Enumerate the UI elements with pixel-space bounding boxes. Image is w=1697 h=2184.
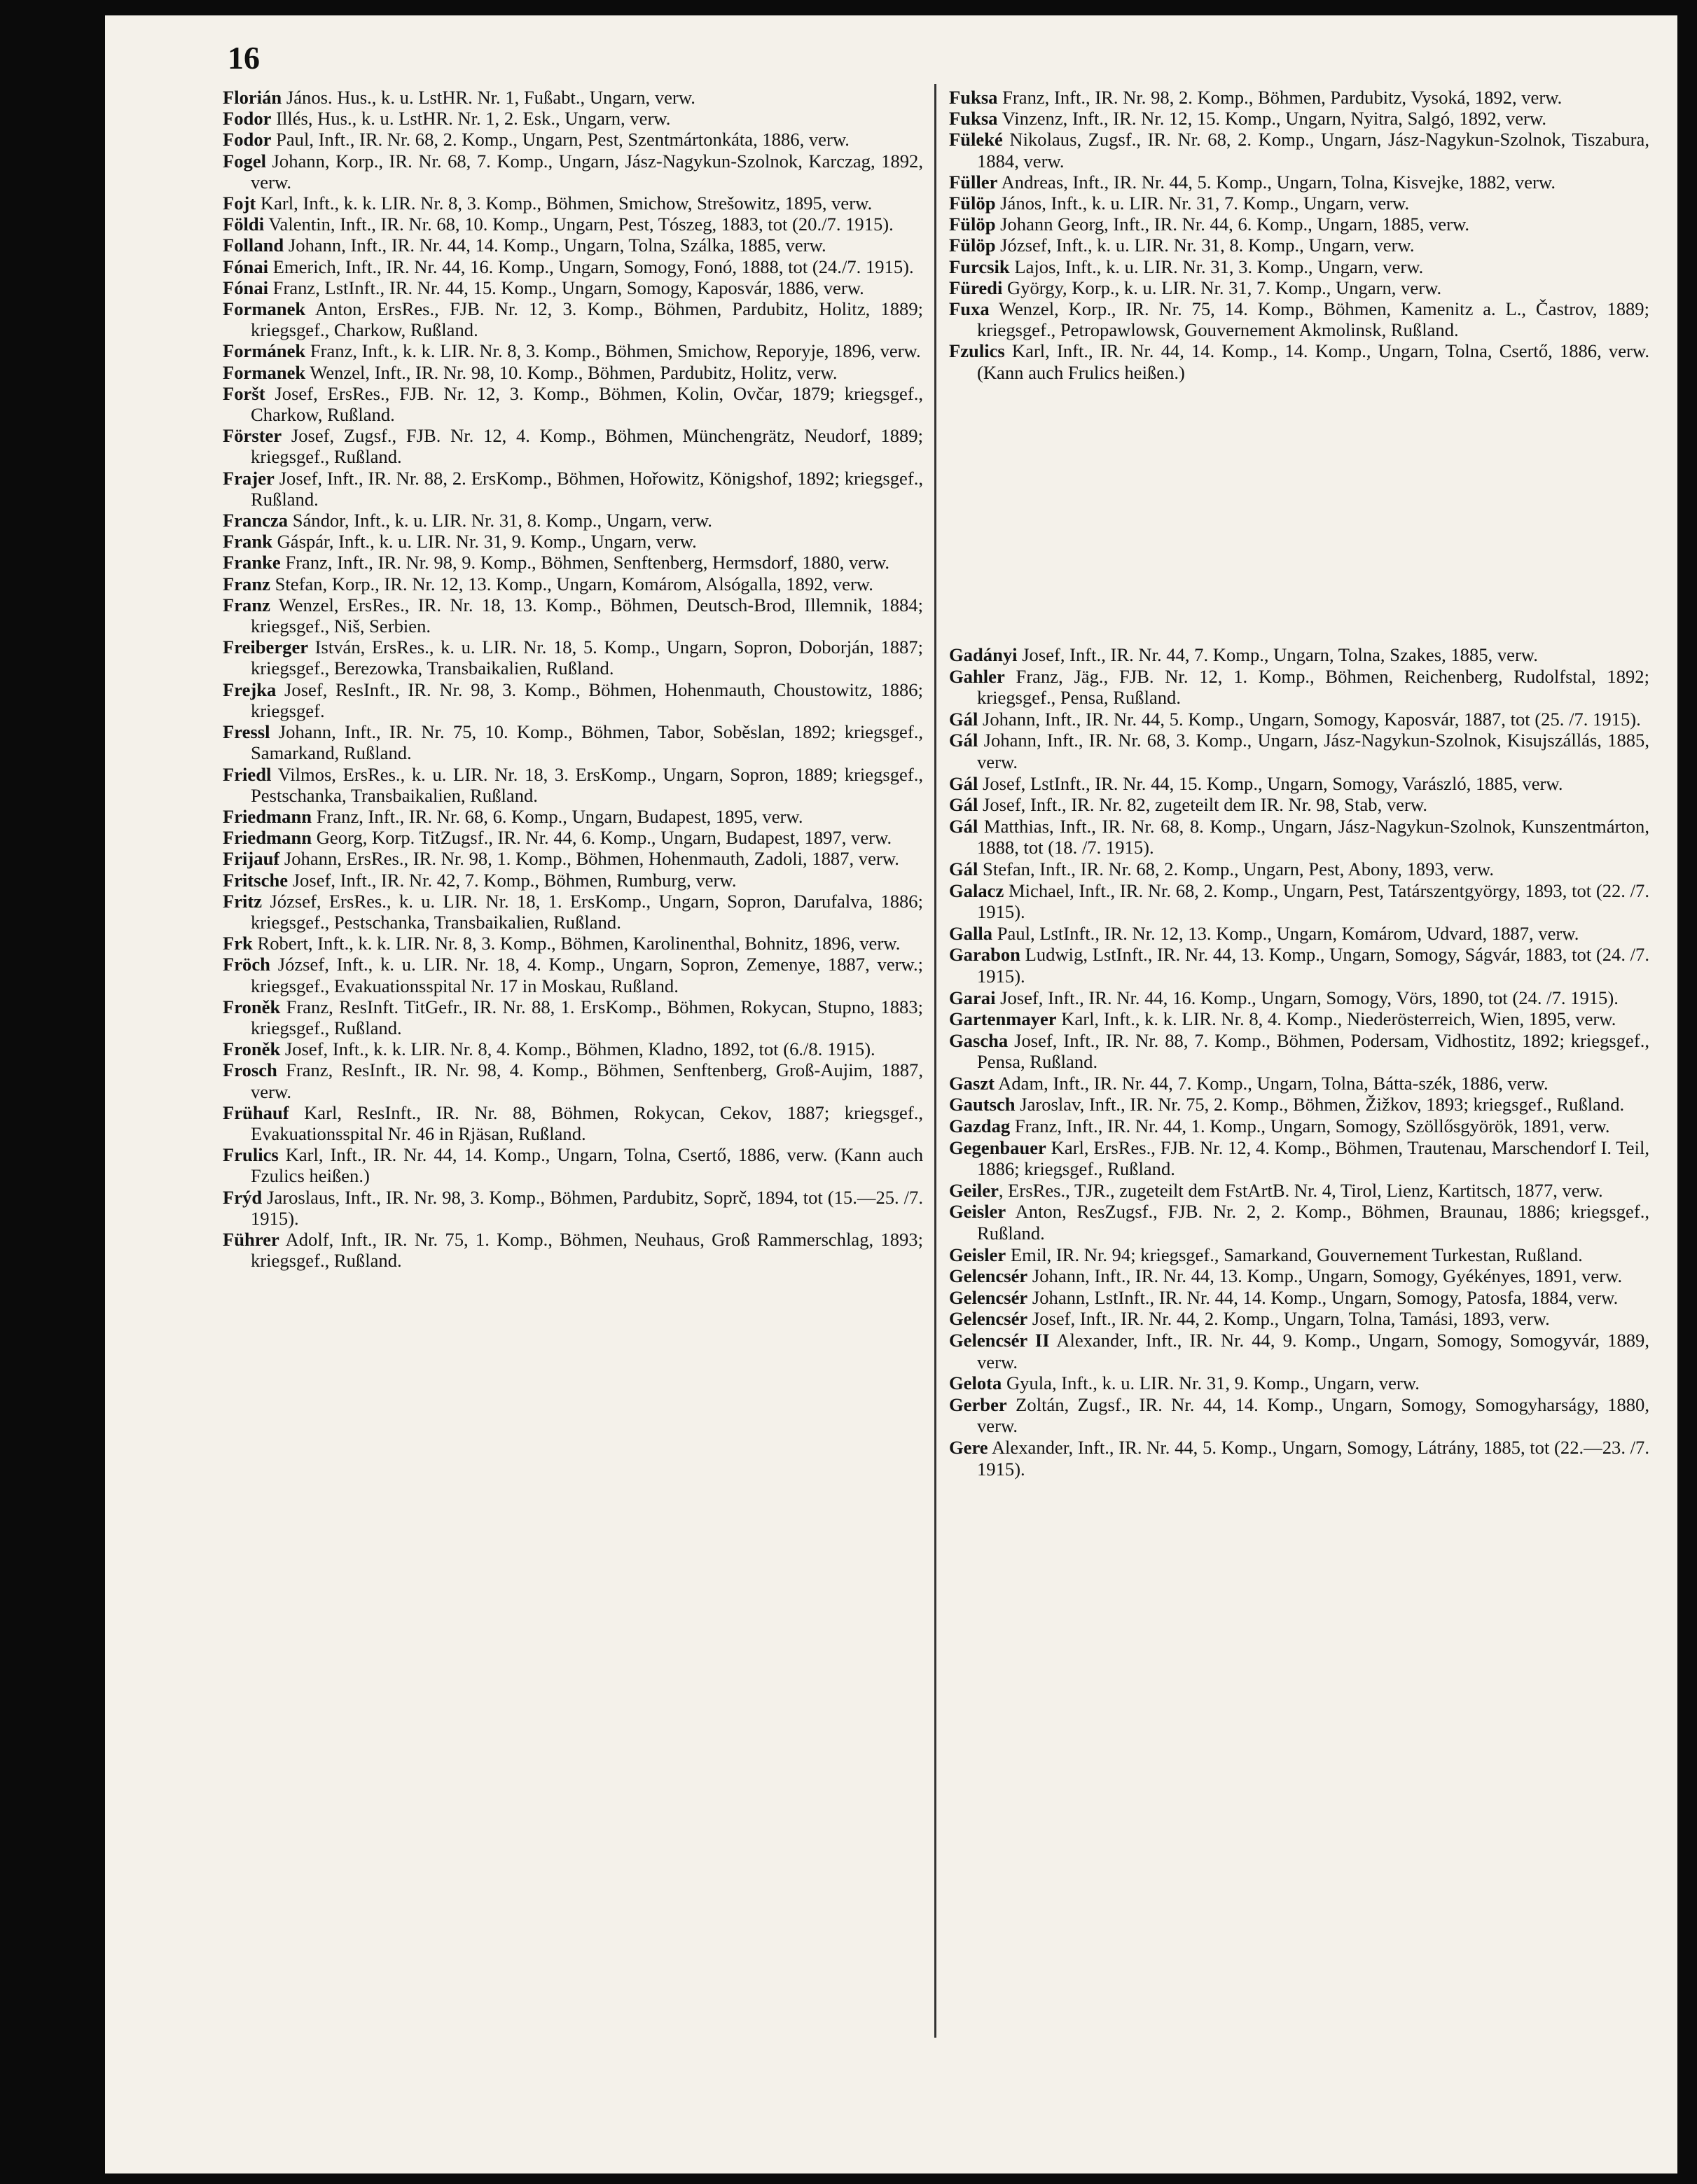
register-entry — [949, 1265, 1649, 1287]
entry-details: Jaroslav, Inft., IR. Nr. 75, 2. Komp., Böhmen, Žižkov, 1893; kriegsgef., Rußland. — [1015, 1094, 1625, 1115]
entry-details: Johann, Inft., IR. Nr. 75, 10. Komp., Böhmen, Tabor, Soběslan, 1892; kriegsgef., Samarkand, Rußland. — [251, 721, 923, 764]
entry-details: Josef, ResInft., IR. Nr. 98, 3. Komp., Böhmen, Hohenmauth, Choustowitz, 1886; kriegsgef. — [251, 679, 923, 721]
entry-surname: Fónai — [223, 277, 269, 298]
register-entry — [949, 644, 1649, 666]
register-entry — [949, 987, 1649, 1009]
register-entry — [949, 666, 1649, 709]
register-entry — [223, 573, 923, 594]
entry-surname: Frulics — [223, 1144, 279, 1166]
entry-details: Michael, Inft., IR. Nr. 68, 2. Komp., Ungarn, Pest, Tatárszentgyörgy, 1893, tot (22. /7. 1915). — [977, 879, 1649, 923]
entry-details: Josef, ErsRes., FJB. Nr. 12, 3. Komp., Böhmen, Kolin, Ovčar, 1879; kriegsgef., Charkow, Rußland. — [251, 382, 923, 426]
entry-details: Vinzenz, Inft., IR. Nr. 12, 15. Komp., Ungarn, Nyitra, Salgó, 1892, verw. — [997, 108, 1547, 130]
entry-details: Johann, Inft., IR. Nr. 68, 3. Komp., Ungarn, Jász-Nagykun-Szolnok, Kisujszállás, 1885, verw. — [977, 730, 1649, 772]
right-column-bottom — [949, 644, 1649, 1480]
register-entry — [223, 552, 923, 573]
entry-details: Josef, Inft., IR. Nr. 44, 7. Komp., Ungarn, Tolna, Szakes, 1885, verw. — [1017, 644, 1538, 665]
entry-surname: Frank — [223, 531, 272, 552]
entry-surname: Fogel — [223, 150, 267, 172]
entry-details: Paul, Inft., IR. Nr. 68, 2. Komp., Ungarn, Pest, Szentmártonkáta, 1886, verw. — [271, 129, 850, 151]
entry-surname: Fuxa — [949, 298, 990, 320]
entry-surname: Gazdag — [949, 1115, 1011, 1137]
entry-surname: Gelota — [949, 1372, 1002, 1394]
register-entry — [949, 172, 1649, 193]
entry-details: Karl, Inft., k. k. LIR. Nr. 8, 4. Komp., Niederösterreich, Wien, 1895, verw. — [1056, 1008, 1616, 1030]
register-entry — [223, 510, 923, 531]
register-entry — [223, 277, 923, 298]
register-entry — [949, 816, 1649, 858]
entry-details: István, ErsRes., k. u. LIR. Nr. 18, 5. Komp., Ungarn, Sopron, Doborján, 1887; kriegsgef., Berezowka, Transbaikalien, Rußland. — [251, 637, 923, 679]
entry-details: Franz, Inft., k. k. LIR. Nr. 8, 3. Komp., Böhmen, Smichow, Reporyje, 1896, verw. — [305, 340, 921, 362]
entry-details: Paul, LstInft., IR. Nr. 12, 13. Komp., Ungarn, Komárom, Udvard, 1887, verw. — [992, 922, 1579, 944]
register-entry — [949, 277, 1649, 298]
entry-surname: Geisler — [949, 1244, 1006, 1265]
entry-details: Stefan, Inft., IR. Nr. 68, 2. Komp., Ungarn, Pest, Abony, 1893, verw. — [978, 858, 1495, 879]
entry-details: Robert, Inft., k. k. LIR. Nr. 8, 3. Komp., Böhmen, Karolinenthal, Bohnitz, 1896, verw. — [252, 933, 901, 954]
entry-surname: Franz — [223, 594, 270, 615]
entry-surname: Fritz — [223, 890, 263, 912]
register-entry — [223, 340, 923, 361]
register-entry — [223, 891, 923, 933]
entry-surname: Francza — [223, 510, 289, 531]
register-entry — [223, 679, 923, 721]
entry-details: Wenzel, Korp., IR. Nr. 75, 14. Komp., Böhmen, Kamenitz a. L., Častrov, 1889; kriegsgef., Petropawlowsk, Gouvernement Akmolinsk, Rußland. — [977, 298, 1649, 341]
entry-surname: Fröch — [223, 954, 270, 975]
entry-surname: Frosch — [223, 1059, 277, 1081]
entry-surname: Gelencsér — [949, 1286, 1028, 1308]
entry-surname: Fodor — [223, 108, 272, 130]
entry-details: Karl, ErsRes., FJB. Nr. 12, 4. Komp., Böhmen, Trautenau, Marschendorf I. Teil, 1886; kriegsgef., Rußland. — [977, 1136, 1649, 1180]
entry-surname: Fritsche — [223, 869, 289, 891]
entry-details: Emerich, Inft., IR. Nr. 44, 16. Komp., Ungarn, Somogy, Fonó, 1888, tot (24./7. 1915). — [268, 256, 914, 277]
entry-details: Lajos, Inft., k. u. LIR. Nr. 31, 3. Komp., Ungarn, verw. — [1009, 256, 1424, 277]
entry-details: Johann, ErsRes., IR. Nr. 98, 1. Komp., Böhmen, Hohenmauth, Zadoli, 1887, verw. — [279, 848, 899, 870]
entry-details: János, Inft., k. u. LIR. Nr. 31, 7. Komp., Ungarn, verw. — [995, 193, 1410, 214]
entry-details: Josef, Inft., IR. Nr. 42, 7. Komp., Böhmen, Rumburg, verw. — [288, 869, 737, 891]
column-divider — [934, 84, 936, 2038]
register-entry — [223, 151, 923, 193]
entry-surname: Galla — [949, 922, 993, 944]
entry-surname: Gere — [949, 1436, 988, 1458]
entry-surname: Frijauf — [223, 848, 280, 870]
entry-surname: Gál — [949, 858, 978, 879]
entry-surname: Fressl — [223, 721, 270, 743]
entry-surname: Frýd — [223, 1186, 263, 1208]
entry-surname: Franz — [223, 573, 270, 594]
entry-surname: Führer — [223, 1228, 279, 1250]
entry-details: Gyula, Inft., k. u. LIR. Nr. 31, 9. Komp., Ungarn, verw. — [1002, 1372, 1420, 1394]
entry-surname: Fülöp — [949, 235, 996, 256]
entry-surname: Franke — [223, 552, 281, 573]
entry-details: Illés, Hus., k. u. LstHR. Nr. 1, 2. Esk., Ungarn, verw. — [271, 108, 671, 130]
register-entry — [223, 1102, 923, 1144]
entry-surname: Galacz — [949, 879, 1004, 901]
register-entry — [949, 709, 1649, 730]
entry-details: József, Inft., k. u. LIR. Nr. 18, 4. Komp., Ungarn, Sopron, Zemenye, 1887, verw.; kriegsgef., Evakuationsspital Nr. 17 in Moskau, Rußland. — [251, 954, 923, 996]
entry-details: Karl, Inft., k. k. LIR. Nr. 8, 3. Komp., Böhmen, Smichow, Strešowitz, 1895, verw. — [256, 193, 873, 214]
register-entry — [949, 880, 1649, 923]
register-entry — [949, 298, 1649, 340]
register-entry — [949, 108, 1649, 129]
register-entry — [949, 923, 1649, 945]
entry-surname: Foršt — [223, 382, 265, 404]
entry-surname: Gautsch — [949, 1094, 1016, 1115]
entry-details: Josef, Zugsf., FJB. Nr. 12, 4. Komp., Böhmen, Münchengrätz, Neudorf, 1889; kriegsgef., Rußland. — [251, 425, 923, 468]
register-entry — [949, 256, 1649, 277]
entry-surname: Garabon — [949, 944, 1020, 966]
entry-details: Jaroslaus, Inft., IR. Nr. 98, 3. Komp., Böhmen, Pardubitz, Soprč, 1894, tot (15.—25. /7. 1915). — [251, 1186, 923, 1229]
entry-details: Adam, Inft., IR. Nr. 44, 7. Komp., Ungarn, Tolna, Bátta-szék, 1886, verw. — [995, 1072, 1549, 1094]
entry-surname: Füller — [949, 171, 998, 193]
entry-details: Sándor, Inft., k. u. LIR. Nr. 31, 8. Komp., Ungarn, verw. — [288, 510, 712, 531]
entry-details: Anton, ResZugsf., FJB. Nr. 2, 2. Komp., Böhmen, Braunau, 1886; kriegsgef., Rußland. — [977, 1201, 1649, 1244]
entry-details: Emil, IR. Nr. 94; kriegsgef., Samarkand, Gouvernement Turkestan, Rußland. — [1006, 1244, 1583, 1265]
register-entry — [949, 1437, 1649, 1480]
right-column-top — [949, 87, 1649, 383]
entry-details: Zoltán, Zugsf., IR. Nr. 44, 14. Komp., Ungarn, Somogy, Somogyharságy, 1880, verw. — [977, 1393, 1649, 1437]
entry-details: Nikolaus, Zugsf., IR. Nr. 68, 2. Komp., Ungarn, Jász-Nagykun-Szolnok, Tiszabura, 1884, verw. — [977, 129, 1649, 172]
register-entry — [949, 1308, 1649, 1330]
entry-details: Franz, ResInft., IR. Nr. 98, 4. Komp., Böhmen, Senftenberg, Groß-Aujim, 1887, verw. — [251, 1059, 923, 1102]
register-entry — [223, 1187, 923, 1229]
entry-details: György, Korp., k. u. LIR. Nr. 31, 7. Komp., Ungarn, verw. — [1002, 277, 1442, 298]
register-entry — [223, 1144, 923, 1186]
entry-details: Ludwig, LstInft., IR. Nr. 44, 13. Komp., Ungarn, Somogy, Ságvár, 1883, tot (24. /7. 1915). — [977, 944, 1649, 987]
register-entry — [223, 954, 923, 996]
entry-surname: Gál — [949, 794, 978, 816]
register-entry — [949, 87, 1649, 108]
entry-details: Josef, Inft., IR. Nr. 88, 2. ErsKomp., Böhmen, Hořowitz, Königshof, 1892; kriegsgef., Rußland. — [251, 467, 923, 510]
register-entry — [949, 730, 1649, 772]
entry-details: Matthias, Inft., IR. Nr. 68, 8. Komp., Ungarn, Jász-Nagykun-Szolnok, Kunszentmárton, 1888, tot (18. /7. 1915). — [977, 815, 1649, 858]
entry-surname: Fónai — [223, 256, 269, 277]
register-entry — [949, 1330, 1649, 1372]
entry-details: Josef, Inft., k. k. LIR. Nr. 8, 4. Komp., Böhmen, Kladno, 1892, tot (6./8. 1915). — [280, 1038, 875, 1060]
register-entry — [223, 531, 923, 552]
entry-details: , ErsRes., TJR., zugeteilt dem FstArtB. Nr. 4, Tirol, Lienz, Kartitsch, 1877, verw. — [998, 1179, 1603, 1201]
register-entry — [949, 1180, 1649, 1202]
page-number: 16 — [228, 40, 260, 76]
entry-details: Johann, Inft., IR. Nr. 44, 5. Komp., Ungarn, Somogy, Kaposvár, 1887, tot (25. /7. 1915). — [978, 708, 1641, 730]
register-entry — [223, 721, 923, 763]
entry-details: Anton, ErsRes., FJB. Nr. 12, 3. Komp., Böhmen, Pardubitz, Holitz, 1889; kriegsgef., Charkow, Rußland. — [251, 298, 923, 341]
register-entry — [223, 870, 923, 891]
register-entry — [949, 214, 1649, 235]
register-entry — [223, 1038, 923, 1059]
entry-surname: Gelencsér II — [949, 1330, 1050, 1351]
entry-surname: Gartenmayer — [949, 1008, 1057, 1030]
register-entry — [223, 1229, 923, 1271]
entry-details: Vilmos, ErsRes., k. u. LIR. Nr. 18, 3. ErsKomp., Ungarn, Sopron, 1889; kriegsgef., Pestschanka, Transbaikalien, Rußland. — [251, 763, 923, 806]
entry-details: József, ErsRes., k. u. LIR. Nr. 18, 1. ErsKomp., Ungarn, Sopron, Darufalva, 1886; kriegsgef., Pestschanka, Transbaikalien, Rußland. — [251, 890, 923, 933]
register-entry — [949, 1115, 1649, 1137]
register-entry — [223, 256, 923, 277]
entry-surname: Geiler — [949, 1179, 999, 1201]
entry-details: Johann Georg, Inft., IR. Nr. 44, 6. Komp., Ungarn, 1885, verw. — [995, 214, 1470, 235]
entry-surname: Förster — [223, 425, 282, 447]
entry-surname: Fülöp — [949, 214, 996, 235]
register-entry — [949, 1030, 1649, 1073]
entry-surname: Formanek — [223, 298, 306, 320]
entry-surname: Gál — [949, 730, 978, 751]
entry-surname: Gerber — [949, 1393, 1007, 1415]
entry-details: Karl, Inft., IR. Nr. 44, 14. Komp., Ungarn, Tolna, Csertő, 1886, verw. (Kann auch Fzulics heißen.) — [251, 1144, 923, 1187]
left-column — [223, 87, 923, 1271]
entry-surname: Fuksa — [949, 87, 998, 108]
register-entry — [223, 637, 923, 679]
entry-details: Franz, Inft., IR. Nr. 98, 2. Komp., Böhmen, Pardubitz, Vysoká, 1892, verw. — [997, 87, 1563, 108]
entry-surname: Fuksa — [949, 108, 998, 130]
register-entry — [949, 944, 1649, 987]
entry-surname: Füleké — [949, 129, 1003, 151]
entry-surname: Furcsik — [949, 256, 1010, 277]
entry-surname: Frühauf — [223, 1101, 289, 1123]
entry-details: Johann, Inft., IR. Nr. 44, 14. Komp., Ungarn, Tolna, Szálka, 1885, verw. — [284, 235, 826, 256]
entry-surname: Gahler — [949, 665, 1005, 687]
register-entry — [949, 129, 1649, 171]
register-entry — [223, 806, 923, 827]
entry-surname: Fodor — [223, 129, 272, 151]
register-entry — [949, 235, 1649, 256]
register-entry — [949, 1394, 1649, 1437]
register-entry — [223, 298, 923, 340]
entry-surname: Garai — [949, 987, 996, 1008]
entry-details: Stefan, Korp., IR. Nr. 12, 13. Komp., Ungarn, Komárom, Alsógalla, 1892, verw. — [270, 573, 873, 594]
entry-surname: Froněk — [223, 996, 281, 1017]
register-entry — [223, 362, 923, 383]
entry-details: Wenzel, Inft., IR. Nr. 98, 10. Komp., Böhmen, Pardubitz, Holitz, verw. — [305, 361, 838, 383]
entry-surname: Gelencsér — [949, 1308, 1028, 1330]
register-entry — [949, 340, 1649, 382]
register-entry — [223, 594, 923, 637]
entry-surname: Füredi — [949, 277, 1003, 298]
entry-details: Valentin, Inft., IR. Nr. 68, 10. Komp., Ungarn, Pest, Tószeg, 1883, tot (20./7. 1915). — [264, 214, 894, 235]
entry-details: János. Hus., k. u. LstHR. Nr. 1, Fußabt., Ungarn, verw. — [282, 87, 695, 108]
entry-surname: Florián — [223, 87, 282, 108]
entry-details: Franz, LstInft., IR. Nr. 44, 15. Komp., Ungarn, Somogy, Kaposvár, 1886, verw. — [268, 277, 864, 298]
entry-surname: Földi — [223, 214, 265, 235]
register-entry — [223, 108, 923, 129]
entry-surname: Friedmann — [223, 827, 312, 849]
entry-details: Franz, Inft., IR. Nr. 44, 1. Komp., Ungarn, Somogy, Szöllősgyörök, 1891, verw. — [1010, 1115, 1610, 1137]
register-entry — [223, 468, 923, 510]
entry-details: Josef, LstInft., IR. Nr. 44, 15. Komp., Ungarn, Somogy, Varászló, 1885, verw. — [978, 772, 1563, 794]
entry-surname: Gegenbauer — [949, 1136, 1046, 1158]
register-entry — [223, 193, 923, 214]
register-entry — [949, 1008, 1649, 1030]
register-entry — [223, 848, 923, 869]
register-entry — [949, 1287, 1649, 1309]
entry-details: Johann, Inft., IR. Nr. 44, 13. Komp., Ungarn, Somogy, Gyékényes, 1891, verw. — [1027, 1265, 1623, 1287]
entry-surname: Gál — [949, 815, 978, 837]
entry-surname: Frk — [223, 933, 253, 954]
entry-surname: Formanek — [223, 361, 306, 383]
register-entry — [223, 87, 923, 108]
entry-details: Alexander, Inft., IR. Nr. 44, 9. Komp., Ungarn, Somogy, Somogyvár, 1889, verw. — [977, 1330, 1649, 1372]
entry-surname: Formánek — [223, 340, 306, 362]
register-entry — [223, 764, 923, 806]
register-entry — [949, 1137, 1649, 1180]
entry-details: Johann, Korp., IR. Nr. 68, 7. Komp., Ungarn, Jász-Nagykun-Szolnok, Karczag, 1892, verw. — [251, 150, 923, 193]
entry-surname: Gascha — [949, 1029, 1009, 1051]
entry-surname: Fülöp — [949, 193, 996, 214]
entry-details: Franz, Inft., IR. Nr. 98, 9. Komp., Böhmen, Senftenberg, Hermsdorf, 1880, verw. — [280, 552, 890, 573]
entry-details: Franz, ResInft. TitGefr., IR. Nr. 88, 1. ErsKomp., Böhmen, Rokycan, Stupno, 1883; kriegsgef., Rußland. — [251, 996, 923, 1038]
entry-surname: Friedl — [223, 763, 272, 785]
entry-details: Johann, LstInft., IR. Nr. 44, 14. Komp., Ungarn, Somogy, Patosfa, 1884, verw. — [1027, 1286, 1619, 1308]
register-entry — [949, 1244, 1649, 1266]
entry-details: Karl, Inft., IR. Nr. 44, 14. Komp., 14. Komp., Ungarn, Tolna, Csertő, 1886, verw. (Kann auch Frulics heißen.) — [977, 340, 1649, 383]
entry-details: Gáspár, Inft., k. u. LIR. Nr. 31, 9. Komp., Ungarn, verw. — [272, 531, 697, 552]
register-entry — [223, 827, 923, 848]
entry-surname: Gelencsér — [949, 1265, 1028, 1287]
entry-surname: Geisler — [949, 1201, 1006, 1223]
register-entry — [223, 425, 923, 467]
register-entry — [223, 996, 923, 1038]
register-entry — [949, 1094, 1649, 1115]
entry-details: Josef, Inft., IR. Nr. 44, 16. Komp., Ungarn, Somogy, Vörs, 1890, tot (24. /7. 1915). — [995, 987, 1619, 1008]
register-entry — [223, 214, 923, 235]
entry-surname: Folland — [223, 235, 284, 256]
entry-surname: Frejka — [223, 679, 277, 700]
register-entry — [949, 193, 1649, 214]
entry-surname: Gál — [949, 772, 978, 794]
register-entry — [223, 1059, 923, 1101]
entry-details: Josef, Inft., IR. Nr. 44, 2. Komp., Ungarn, Tolna, Tamási, 1893, verw. — [1027, 1308, 1550, 1330]
entry-surname: Friedmann — [223, 805, 312, 827]
entry-surname: Gál — [949, 708, 978, 730]
entry-details: Franz, Jäg., FJB. Nr. 12, 1. Komp., Böhmen, Reichenberg, Rudolfstal, 1892; kriegsgef., Pensa, Rußland. — [977, 665, 1649, 709]
register-entry — [223, 235, 923, 256]
register-entry — [223, 383, 923, 425]
register-entry — [949, 1073, 1649, 1094]
entry-surname: Fzulics — [949, 340, 1005, 362]
entry-details: Josef, Inft., IR. Nr. 82, zugeteilt dem IR. Nr. 98, Stab, verw. — [978, 794, 1427, 816]
register-entry — [949, 1372, 1649, 1394]
entry-details: Josef, Inft., IR. Nr. 88, 7. Komp., Böhmen, Podersam, Vidhostitz, 1892; kriegsgef., Pensa, Rußland. — [977, 1029, 1649, 1073]
entry-details: Wenzel, ErsRes., IR. Nr. 18, 13. Komp., Böhmen, Deutsch-Brod, Illemnik, 1884; kriegsgef., Niš, Serbien. — [251, 594, 923, 637]
entry-surname: Frajer — [223, 467, 275, 489]
entry-details: Alexander, Inft., IR. Nr. 44, 5. Komp., Ungarn, Somogy, Látrány, 1885, tot (22.—23. /7. 1915). — [977, 1436, 1649, 1480]
register-entry — [949, 794, 1649, 816]
entry-surname: Freiberger — [223, 637, 309, 658]
entry-details: Adolf, Inft., IR. Nr. 75, 1. Komp., Böhmen, Neuhaus, Groß Rammerschlag, 1893; kriegsgef., Rußland. — [251, 1228, 923, 1272]
register-entry — [223, 129, 923, 150]
entry-surname: Gaszt — [949, 1072, 995, 1094]
register-entry — [223, 933, 923, 954]
entry-details: József, Inft., k. u. LIR. Nr. 31, 8. Komp., Ungarn, verw. — [995, 235, 1415, 256]
entry-surname: Fojt — [223, 193, 256, 214]
entry-details: Georg, Korp. TitZugsf., IR. Nr. 44, 6. Komp., Ungarn, Budapest, 1897, verw. — [312, 827, 892, 849]
entry-surname: Gadányi — [949, 644, 1018, 665]
entry-surname: Froněk — [223, 1038, 281, 1060]
entry-details: Karl, ResInft., IR. Nr. 88, Böhmen, Rokycan, Cekov, 1887; kriegsgef., Evakuationsspital Nr. 46 in Rjäsan, Rußland. — [251, 1101, 923, 1144]
register-entry — [949, 1201, 1649, 1244]
entry-details: Franz, Inft., IR. Nr. 68, 6. Komp., Ungarn, Budapest, 1895, verw. — [312, 805, 803, 827]
register-entry — [949, 858, 1649, 880]
entry-details: Andreas, Inft., IR. Nr. 44, 5. Komp., Ungarn, Tolna, Kisvejke, 1882, verw. — [997, 171, 1556, 193]
register-entry — [949, 773, 1649, 795]
